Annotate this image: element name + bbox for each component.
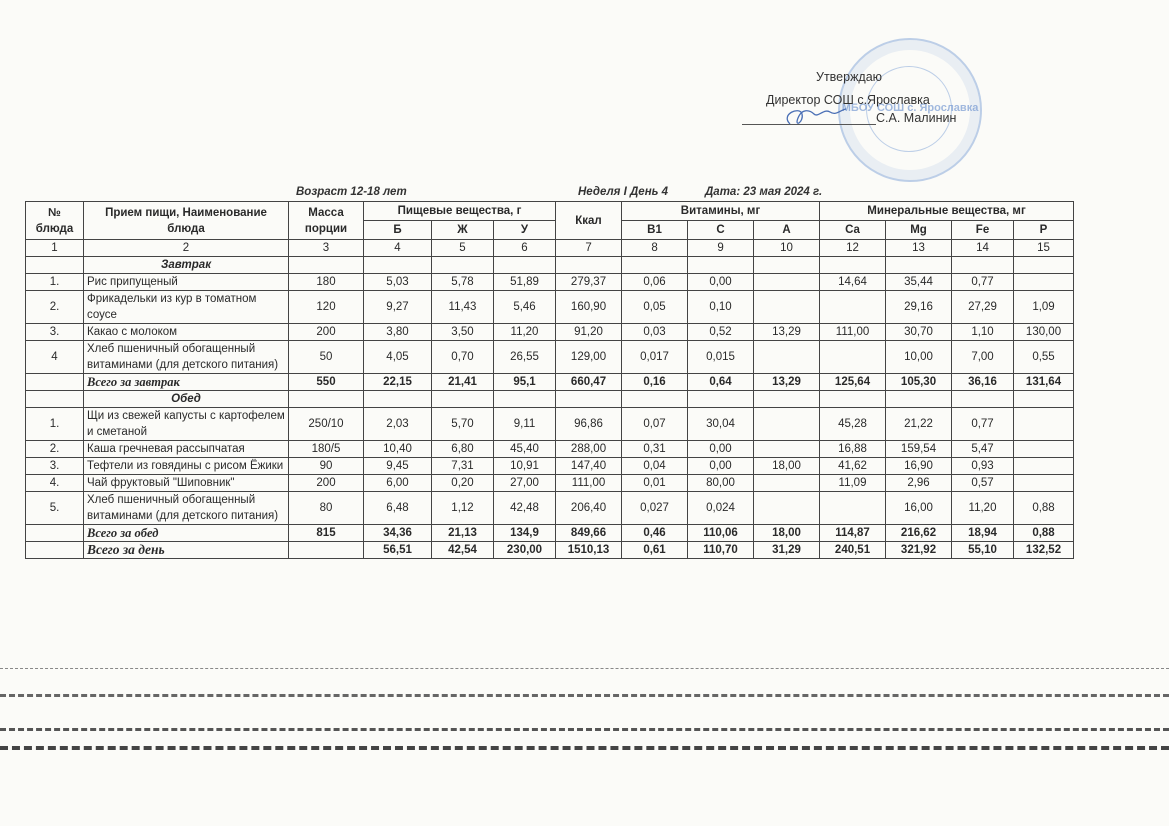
cell: 0,05: [622, 291, 688, 324]
cell: 45,40: [494, 441, 556, 458]
cell: 3,80: [364, 324, 432, 341]
column-number: 12: [820, 240, 886, 257]
cell: [289, 391, 364, 408]
header-minerals: Минеральные вещества, мг: [820, 202, 1074, 221]
cell: 30,70: [886, 324, 952, 341]
cell: 96,86: [556, 408, 622, 441]
cell: [26, 374, 84, 391]
cell: [1014, 475, 1074, 492]
cell: [1014, 441, 1074, 458]
cell: 1.: [26, 408, 84, 441]
cell: 2.: [26, 441, 84, 458]
approval-position: Директор СОШ с.Ярославка: [766, 93, 930, 107]
dish-name: Фрикадельки из кур в томатном соусе: [84, 291, 289, 324]
cell: [754, 475, 820, 492]
cell: 0,31: [622, 441, 688, 458]
cell: 80,00: [688, 475, 754, 492]
cell: 56,51: [364, 542, 432, 559]
cell: [754, 441, 820, 458]
cell: [26, 391, 84, 408]
cell: 34,36: [364, 525, 432, 542]
cell: 1,10: [952, 324, 1014, 341]
subheader-mg: Mg: [886, 221, 952, 240]
cell: [820, 492, 886, 525]
table-row: [26, 492, 1074, 525]
cell: 80: [289, 492, 364, 525]
cell: [754, 257, 820, 274]
cell: 9,45: [364, 458, 432, 475]
cell: 31,29: [754, 542, 820, 559]
cell: [364, 391, 432, 408]
cell: 660,47: [556, 374, 622, 391]
cell: 147,40: [556, 458, 622, 475]
cell: 11,20: [952, 492, 1014, 525]
header-num: № блюда: [26, 202, 84, 240]
cell: [26, 257, 84, 274]
cell: 0,61: [622, 542, 688, 559]
cell: 111,00: [820, 324, 886, 341]
approval-title: Утверждаю: [816, 70, 883, 84]
cell: 6,80: [432, 441, 494, 458]
cell: 815: [289, 525, 364, 542]
cell: 160,90: [556, 291, 622, 324]
cell: 45,28: [820, 408, 886, 441]
cell: 0,017: [622, 341, 688, 374]
section-row: [26, 257, 1074, 274]
cell: 216,62: [886, 525, 952, 542]
cell: [622, 391, 688, 408]
cell: [432, 391, 494, 408]
cell: 13,29: [754, 324, 820, 341]
column-number: 6: [494, 240, 556, 257]
column-number: 2: [84, 240, 289, 257]
cell: 279,37: [556, 274, 622, 291]
table-row: [26, 291, 1074, 324]
cell: 4: [26, 341, 84, 374]
cell: 5,78: [432, 274, 494, 291]
cell: [1014, 458, 1074, 475]
cell: 1.: [26, 274, 84, 291]
cell: 0,04: [622, 458, 688, 475]
cell: 0,16: [622, 374, 688, 391]
cell: 132,52: [1014, 542, 1074, 559]
day-total-row: [26, 542, 1074, 559]
cell: [820, 291, 886, 324]
cell: 18,94: [952, 525, 1014, 542]
cell: 0,015: [688, 341, 754, 374]
column-number: 1: [26, 240, 84, 257]
cell: 16,90: [886, 458, 952, 475]
cell: 9,27: [364, 291, 432, 324]
column-number: 10: [754, 240, 820, 257]
cell: 95,1: [494, 374, 556, 391]
subheader-a: A: [754, 221, 820, 240]
subheader-b1: B1: [622, 221, 688, 240]
cell: 111,00: [556, 475, 622, 492]
cell: 21,22: [886, 408, 952, 441]
cell: 14,64: [820, 274, 886, 291]
cell: 1,12: [432, 492, 494, 525]
dish-name: Всего за обед: [84, 525, 289, 542]
cell: 11,20: [494, 324, 556, 341]
cell: 129,00: [556, 341, 622, 374]
cell: 550: [289, 374, 364, 391]
subheader-б: Б: [364, 221, 432, 240]
column-number: 15: [1014, 240, 1074, 257]
cell: 0,00: [688, 441, 754, 458]
header-vitamins: Витамины, мг: [622, 202, 820, 221]
cell: 0,64: [688, 374, 754, 391]
cell: [754, 341, 820, 374]
cell: 50: [289, 341, 364, 374]
cell: [754, 291, 820, 324]
cell: [688, 391, 754, 408]
cell: 0,77: [952, 274, 1014, 291]
cell: 3.: [26, 324, 84, 341]
cell: 18,00: [754, 458, 820, 475]
cell: 110,06: [688, 525, 754, 542]
dish-name: Тефтели из говядины с рисом Ёжики: [84, 458, 289, 475]
cell: 0,07: [622, 408, 688, 441]
cell: 1,09: [1014, 291, 1074, 324]
dish-name: Чай фруктовый "Шиповник": [84, 475, 289, 492]
cell: 27,00: [494, 475, 556, 492]
cell: 0,52: [688, 324, 754, 341]
table-row: [26, 458, 1074, 475]
cell: 180: [289, 274, 364, 291]
cell: 2,03: [364, 408, 432, 441]
dish-name: Хлеб пшеничный обогащенный витаминами (для детского питания): [84, 492, 289, 525]
cell: 131,64: [1014, 374, 1074, 391]
cell: [820, 341, 886, 374]
dish-name: Всего за завтрак: [84, 374, 289, 391]
cell: [688, 257, 754, 274]
stamp-text: МБОУ СОШ с. Ярославка: [841, 102, 979, 114]
cell: 5,46: [494, 291, 556, 324]
cell: 0,55: [1014, 341, 1074, 374]
age-label: Возраст 12-18 лет: [296, 186, 407, 198]
column-number: 8: [622, 240, 688, 257]
cell: [754, 391, 820, 408]
header-nutrients: Пищевые вещества, г: [364, 202, 556, 221]
week-day-label: Неделя I День 4: [578, 186, 669, 198]
cell: 29,16: [886, 291, 952, 324]
cell: 26,55: [494, 341, 556, 374]
cell: 30,04: [688, 408, 754, 441]
cell: 159,54: [886, 441, 952, 458]
cell: 5,70: [432, 408, 494, 441]
cell: [556, 391, 622, 408]
cell: 11,43: [432, 291, 494, 324]
cell: 13,29: [754, 374, 820, 391]
cell: [886, 257, 952, 274]
cell: 200: [289, 324, 364, 341]
cell: 120: [289, 291, 364, 324]
cell: 250/10: [289, 408, 364, 441]
dish-name: Рис припущеный: [84, 274, 289, 291]
section-total-row: [26, 374, 1074, 391]
cell: [754, 492, 820, 525]
column-number: 5: [432, 240, 494, 257]
cell: 3.: [26, 458, 84, 475]
cell: 180/5: [289, 441, 364, 458]
cell: [952, 391, 1014, 408]
cell: 3,50: [432, 324, 494, 341]
signature: [780, 104, 850, 130]
cell: 11,09: [820, 475, 886, 492]
section-title: Завтрак: [84, 257, 289, 274]
cell: [26, 542, 84, 559]
scan-artifacts: [0, 660, 1169, 770]
cell: 200: [289, 475, 364, 492]
cell: 0,03: [622, 324, 688, 341]
cell: 0,20: [432, 475, 494, 492]
cell: 0,01: [622, 475, 688, 492]
cell: 7,00: [952, 341, 1014, 374]
cell: 27,29: [952, 291, 1014, 324]
column-number: 14: [952, 240, 1014, 257]
cell: [289, 542, 364, 559]
cell: 0,46: [622, 525, 688, 542]
cell: 134,9: [494, 525, 556, 542]
cell: [754, 274, 820, 291]
cell: [1014, 391, 1074, 408]
table-row: [26, 441, 1074, 458]
subheader-ca: Ca: [820, 221, 886, 240]
column-number: 9: [688, 240, 754, 257]
cell: 9,11: [494, 408, 556, 441]
cell: 36,16: [952, 374, 1014, 391]
column-number: 7: [556, 240, 622, 257]
section-total-row: [26, 525, 1074, 542]
official-stamp: [838, 38, 982, 182]
dish-name: Щи из свежей капусты с картофелем и сметаной: [84, 408, 289, 441]
cell: 42,54: [432, 542, 494, 559]
cell: 35,44: [886, 274, 952, 291]
cell: 0,70: [432, 341, 494, 374]
cell: 0,027: [622, 492, 688, 525]
cell: [1014, 274, 1074, 291]
cell: 130,00: [1014, 324, 1074, 341]
cell: [1014, 257, 1074, 274]
table-row: [26, 274, 1074, 291]
cell: 4,05: [364, 341, 432, 374]
cell: [754, 408, 820, 441]
column-number: 13: [886, 240, 952, 257]
cell: [820, 257, 886, 274]
cell: [432, 257, 494, 274]
cell: 206,40: [556, 492, 622, 525]
cell: 0,06: [622, 274, 688, 291]
section-title: Обед: [84, 391, 289, 408]
cell: 90: [289, 458, 364, 475]
cell: 2.: [26, 291, 84, 324]
header-mass: Масса порции: [289, 202, 364, 240]
cell: 321,92: [886, 542, 952, 559]
cell: 0,93: [952, 458, 1014, 475]
section-row: [26, 391, 1074, 408]
cell: 0,10: [688, 291, 754, 324]
cell: 6,00: [364, 475, 432, 492]
subheader-p: P: [1014, 221, 1074, 240]
cell: 0,77: [952, 408, 1014, 441]
subheader-ж: Ж: [432, 221, 494, 240]
dish-name: Какао с молоком: [84, 324, 289, 341]
approval-name: С.А. Малинин: [876, 111, 957, 125]
cell: 0,88: [1014, 525, 1074, 542]
cell: 10,00: [886, 341, 952, 374]
cell: 21,13: [432, 525, 494, 542]
cell: [952, 257, 1014, 274]
cell: 0,88: [1014, 492, 1074, 525]
date-label: Дата: 23 мая 2024 г.: [705, 186, 823, 198]
header-name: Прием пищи, Наименование блюда: [84, 202, 289, 240]
table-row: [26, 341, 1074, 374]
cell: [494, 257, 556, 274]
cell: 5,03: [364, 274, 432, 291]
cell: [622, 257, 688, 274]
cell: [364, 257, 432, 274]
cell: 16,88: [820, 441, 886, 458]
cell: 125,64: [820, 374, 886, 391]
cell: [820, 391, 886, 408]
cell: 4.: [26, 475, 84, 492]
subheader-c: C: [688, 221, 754, 240]
cell: 114,87: [820, 525, 886, 542]
cell: 0,00: [688, 458, 754, 475]
cell: 91,20: [556, 324, 622, 341]
cell: 0,00: [688, 274, 754, 291]
cell: 230,00: [494, 542, 556, 559]
cell: 16,00: [886, 492, 952, 525]
cell: 288,00: [556, 441, 622, 458]
table-row: [26, 408, 1074, 441]
cell: 55,10: [952, 542, 1014, 559]
cell: 0,57: [952, 475, 1014, 492]
cell: 6,48: [364, 492, 432, 525]
subheader-fe: Fe: [952, 221, 1014, 240]
cell: 1510,13: [556, 542, 622, 559]
cell: 849,66: [556, 525, 622, 542]
cell: 110,70: [688, 542, 754, 559]
cell: [26, 525, 84, 542]
cell: 21,41: [432, 374, 494, 391]
cell: 41,62: [820, 458, 886, 475]
table-row: [26, 475, 1074, 492]
dish-name: Каша гречневая рассыпчатая: [84, 441, 289, 458]
menu-table: [25, 201, 1074, 559]
cell: 10,91: [494, 458, 556, 475]
column-number: 3: [289, 240, 364, 257]
cell: 5,47: [952, 441, 1014, 458]
cell: 240,51: [820, 542, 886, 559]
column-number: 4: [364, 240, 432, 257]
cell: 10,40: [364, 441, 432, 458]
cell: 2,96: [886, 475, 952, 492]
dish-name: Хлеб пшеничный обогащенный витаминами (для детского питания): [84, 341, 289, 374]
cell: 51,89: [494, 274, 556, 291]
dish-name: Всего за день: [84, 542, 289, 559]
header-kcal: Ккал: [556, 202, 622, 240]
table-row: [26, 324, 1074, 341]
cell: 18,00: [754, 525, 820, 542]
cell: 7,31: [432, 458, 494, 475]
cell: [494, 391, 556, 408]
cell: 42,48: [494, 492, 556, 525]
cell: 5.: [26, 492, 84, 525]
cell: [886, 391, 952, 408]
cell: [556, 257, 622, 274]
cell: 105,30: [886, 374, 952, 391]
cell: [1014, 408, 1074, 441]
cell: [289, 257, 364, 274]
cell: 0,024: [688, 492, 754, 525]
subheader-у: У: [494, 221, 556, 240]
cell: 22,15: [364, 374, 432, 391]
